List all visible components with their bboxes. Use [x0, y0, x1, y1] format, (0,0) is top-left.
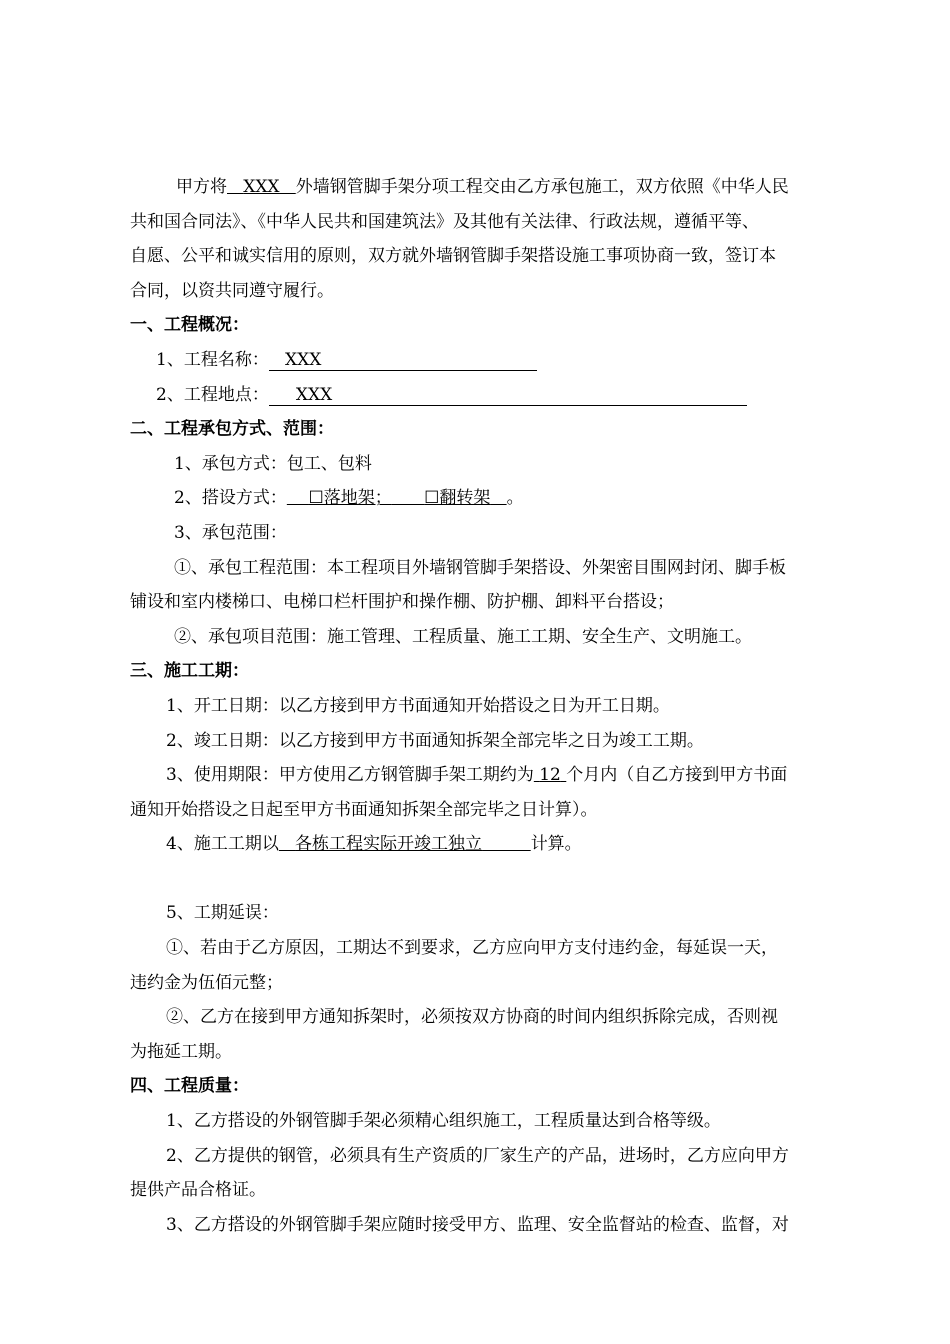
use-period-line-2: 通知开始搭设之日起至甲方书面通知拆架全部完毕之日计算）。: [130, 799, 598, 820]
erection-mode-options: [287, 488, 507, 508]
construction-period-row: [130, 827, 870, 862]
intro-line-3: 自愿、公平和诚实信用的原则，双方就外墙钢管脚手架搭设施工事项协商一致，签订本: [130, 246, 776, 267]
quality-3-line-1: 3、乙方搭设的外钢管脚手架应随时接受甲方、监理、安全监督站的检查、监督，对: [166, 1214, 789, 1235]
delay-label: 5、工期延误：: [166, 903, 279, 924]
intro-text-b: 外墙钢管脚手架分项工程交由乙方承包施工，双方依照《中华人民: [295, 177, 789, 197]
construction-period-text-a: 4、施工工期以: [166, 834, 279, 855]
project-name-blank: [227, 177, 296, 197]
project-name-field-value: XXX: [285, 349, 322, 370]
quality-2-line-1: 2、乙方提供的钢管，必须具有生产资质的厂家生产的产品，进场时，乙方应向甲方: [166, 1145, 789, 1166]
scope-2: ②、承包项目范围：施工管理、工程质量、施工工期、安全生产、文明施工。: [174, 626, 752, 647]
project-site-row: [130, 378, 870, 413]
finish-date: 2、竣工日期：以乙方接到甲方书面通知拆架全部完毕之日为竣工工期。: [166, 730, 704, 751]
use-period-line-1: [130, 758, 870, 793]
scope-label: 3、承包范围：: [174, 522, 287, 543]
use-period-text-a: 3、使用期限：甲方使用乙方钢管脚手架工期约为: [166, 765, 534, 786]
use-period-text-b: 个月内（自乙方接到甲方书面: [566, 765, 788, 786]
construction-period-text-b: 计算。: [530, 834, 582, 855]
delay-1-line-2: 违约金为伍佰元整；: [130, 972, 283, 993]
delay-2-line-2: 为拖延工期。: [130, 1041, 232, 1062]
contract-mode: 1、承包方式：包工、包料: [174, 453, 372, 474]
project-name-field: [269, 343, 537, 371]
quality-1: 1、乙方搭设的外钢管脚手架必须精心组织施工，工程质量达到合格等级。: [166, 1111, 721, 1132]
section-2-title: 二、工程承包方式、范围：: [130, 419, 334, 440]
project-site-field-value: XXX: [295, 384, 333, 405]
section-3-title: 三、施工工期：: [130, 661, 249, 682]
project-site-field: [269, 378, 747, 406]
project-name-row: [130, 343, 870, 378]
quality-2-line-2: 提供产品合格证。: [130, 1180, 266, 1201]
project-site-label: 2、工程地点：: [156, 384, 269, 405]
use-period-months: 12: [539, 765, 561, 786]
blank-line: [130, 862, 870, 897]
construction-period-blank: [279, 834, 531, 854]
scope-1-line-2: 铺设和室内楼梯口、电梯口栏杆围护和操作棚、防护棚、卸料平台搭设；: [130, 592, 674, 613]
erection-mode-end: 。: [506, 488, 524, 509]
start-date: 1、开工日期：以乙方接到甲方书面通知开始搭设之日为开工日期。: [166, 695, 670, 716]
delay-1-line-1: ①、若由于乙方原因，工期达不到要求，乙方应向甲方支付违约金，每延误一天，: [166, 938, 778, 959]
erection-mode-label: 2、搭设方式：: [174, 488, 287, 509]
intro-line-2: 共和国合同法》、《中华人民共和国建筑法》及其他有关法律、行政法规，遵循平等、: [130, 211, 759, 232]
project-name-value: XXX: [243, 177, 280, 197]
section-4-title: 四、工程质量：: [130, 1076, 249, 1097]
project-name-label: 1、工程名称：: [156, 349, 269, 370]
intro-line-1: [130, 170, 870, 205]
contract-body: [130, 170, 870, 1242]
delay-2-line-1: ②、乙方在接到甲方通知拆架时，必须按双方协商的时间内组织拆除完成，否则视: [166, 1007, 778, 1028]
erection-option-floor: ☐落地架；: [308, 488, 392, 509]
erection-option-flip: ☐翻转架: [424, 488, 491, 509]
construction-period-value: 各栋工程实际开竣工独立: [295, 834, 483, 855]
section-1-title: 一、工程概况：: [130, 315, 249, 336]
erection-mode-row: [130, 481, 870, 516]
intro-text-a: 甲方将: [176, 177, 227, 197]
scope-1-line-1: ①、承包工程范围：本工程项目外墙钢管脚手架搭设、外架密目围网封闭、脚手板: [174, 557, 786, 578]
use-period-months-blank: [534, 765, 566, 785]
intro-line-4: 合同，以资共同遵守履行。: [130, 280, 334, 301]
